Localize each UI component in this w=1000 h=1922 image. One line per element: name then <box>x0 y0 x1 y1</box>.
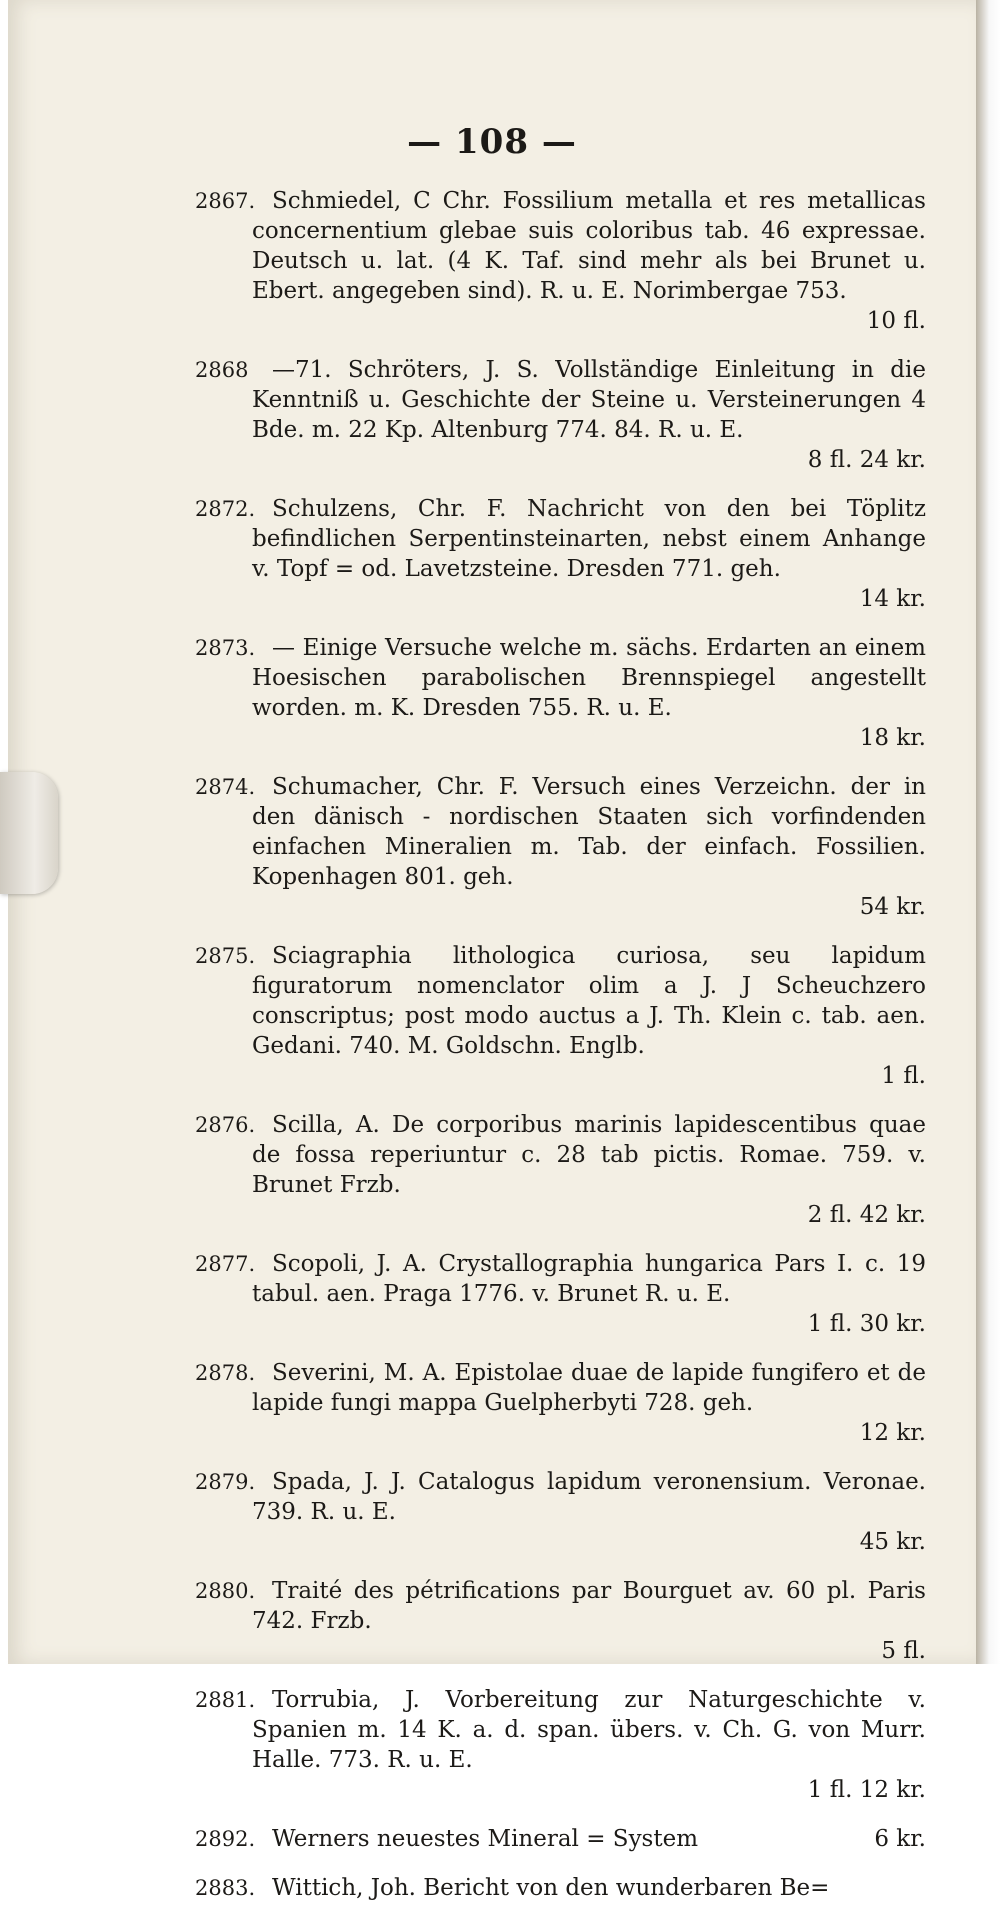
entry-price: 14 kr. <box>859 586 926 612</box>
entry-price: 1 fl. <box>881 1063 926 1089</box>
entry-number: 2876. <box>195 1113 256 1137</box>
entry-price: 8 fl. 24 kr. <box>807 447 926 473</box>
entry-price: 18 kr. <box>859 725 926 751</box>
entry-text <box>198 633 926 753</box>
book-page <box>8 0 976 1901</box>
catalog-entry <box>195 1824 926 1854</box>
entry-price: 12 kr. <box>859 1420 926 1446</box>
catalog-entry <box>195 772 926 922</box>
page-number: — 108 — <box>407 122 577 162</box>
entry-description: —71. Schröters, J. S. Vollständige Einleitung in die Kenntniß u. Geschichte der Steine u. Versteinerungen 4 Bde. m. 22 Kp. Altenburg 774. 84. R. u. E. <box>252 357 926 443</box>
entry-description: Werners neuestes Mineral = System <box>272 1826 699 1852</box>
catalog-entry <box>195 633 926 753</box>
entry-text <box>198 494 926 614</box>
entry-price: 10 fl. <box>866 308 926 334</box>
entry-price: 1 fl. 12 kr. <box>807 1777 926 1803</box>
entry-description: Scopoli, J. A. Crystallographia hungarica Pars I. c. 19 tabul. aen. Praga 1776. v. Brunet R. u. E. <box>252 1251 926 1307</box>
entry-text <box>198 186 926 336</box>
entry-description: Schumacher, Chr. F. Versuch eines Verzeichn. der in den dänisch - nordischen Staaten sich vorfindenden einfachen Mineralien m. Tab. der einfach. Fossilien. Kopenhagen 801. geh. <box>252 774 926 890</box>
entry-number: 2892. <box>195 1827 256 1851</box>
entry-text <box>198 1358 926 1448</box>
entry-price: 2 fl. 42 kr. <box>807 1202 926 1228</box>
catalog-entry <box>195 1576 926 1666</box>
entry-price: 45 kr. <box>859 1529 926 1555</box>
entry-description: Wittich, Joh. Bericht von den wunderbaren Be= <box>272 1875 830 1901</box>
entry-number: 2878. <box>195 1361 256 1385</box>
catalog-entry <box>195 186 926 336</box>
entry-number: 2879. <box>195 1470 256 1494</box>
catalog-entry <box>195 1685 926 1805</box>
catalog-entry <box>195 1249 926 1339</box>
catalog-entry <box>195 1873 926 1903</box>
entry-number: 2873. <box>195 636 256 660</box>
entry-text <box>198 1110 926 1230</box>
catalog-entry <box>195 1358 926 1448</box>
entry-number: 2868 <box>195 358 249 382</box>
entry-description: Torrubia, J. Vorbereitung zur Naturgeschichte v. Spanien m. 14 K. a. d. span. übers. v. Ch. G. von Murr. Halle. 773. R. u. E. <box>252 1687 926 1773</box>
entry-number: 2877. <box>195 1252 256 1276</box>
entry-description: Scilla, A. De corporibus marinis lapidescentibus quae de fossa reperiuntur c. 28 tab pictis. Romae. 759. v. Brunet Frzb. <box>252 1112 926 1198</box>
catalog-entry <box>195 494 926 614</box>
entry-text <box>198 1685 926 1805</box>
catalog-entries <box>195 186 926 1922</box>
entry-text <box>198 1249 926 1339</box>
entry-number: 2875. <box>195 944 256 968</box>
entry-text <box>198 941 926 1091</box>
catalog-entry <box>195 355 926 475</box>
binder-clip <box>0 772 58 894</box>
entry-text <box>198 1576 926 1666</box>
entry-text <box>198 1467 926 1557</box>
entry-description: — Einige Versuche welche m. sächs. Erdarten an einem Hoesischen parabolischen Brennspiegel angestellt worden. m. K. Dresden 755. R. u. E. <box>252 635 926 721</box>
entry-text <box>198 1873 926 1903</box>
entry-description: Spada, J. J. Catalogus lapidum veronensium. Veronae. 739. R. u. E. <box>252 1469 926 1525</box>
entry-text <box>198 1824 926 1854</box>
catalog-entry <box>195 941 926 1091</box>
entry-description: Sciagraphia lithologica curiosa, seu lapidum figuratorum nomenclator olim a J. J Scheuchzero conscriptus; post modo auctus a J. Th. Klein c. tab. aen. Gedani. 740. M. Goldschn. Englb. <box>252 943 926 1059</box>
entry-number: 2867. <box>195 189 256 213</box>
entry-price: 1 fl. 30 kr. <box>807 1311 926 1337</box>
entry-number: 2880. <box>195 1579 256 1603</box>
entry-number: 2872. <box>195 497 256 521</box>
entry-description: Severini, M. A. Epistolae duae de lapide fungifero et de lapide fungi mappa Guelpherbyti 728. geh. <box>252 1360 926 1416</box>
entry-text <box>198 355 926 475</box>
entry-description: Schmiedel, C Chr. Fossilium metalla et res metallicas concernentium glebae suis coloribus tab. 46 expressae. Deutsch u. lat. (4 K. Taf. sind mehr als bei Brunet u. Ebert. angegeben sind). R. u. E. Norimbergae 753. <box>252 188 926 304</box>
entry-text <box>198 772 926 922</box>
entry-description: Schulzens, Chr. F. Nachricht von den bei Töplitz befindlichen Serpentinsteinarten, nebst einem Anhange v. Topf = od. Lavetzsteine. Dresden 771. geh. <box>252 496 926 582</box>
page-edge <box>976 0 1000 1664</box>
entry-price: 5 fl. <box>881 1638 926 1664</box>
catalog-entry <box>195 1467 926 1557</box>
entry-price: 54 kr. <box>859 894 926 920</box>
entry-number: 2883. <box>195 1876 256 1900</box>
entry-description: Traité des pétrifications par Bourguet av. 60 pl. Paris 742. Frzb. <box>252 1578 926 1634</box>
entry-price: 6 kr. <box>874 1826 926 1852</box>
entry-number: 2881. <box>195 1688 256 1712</box>
catalog-entry <box>195 1110 926 1230</box>
entry-number: 2874. <box>195 775 256 799</box>
